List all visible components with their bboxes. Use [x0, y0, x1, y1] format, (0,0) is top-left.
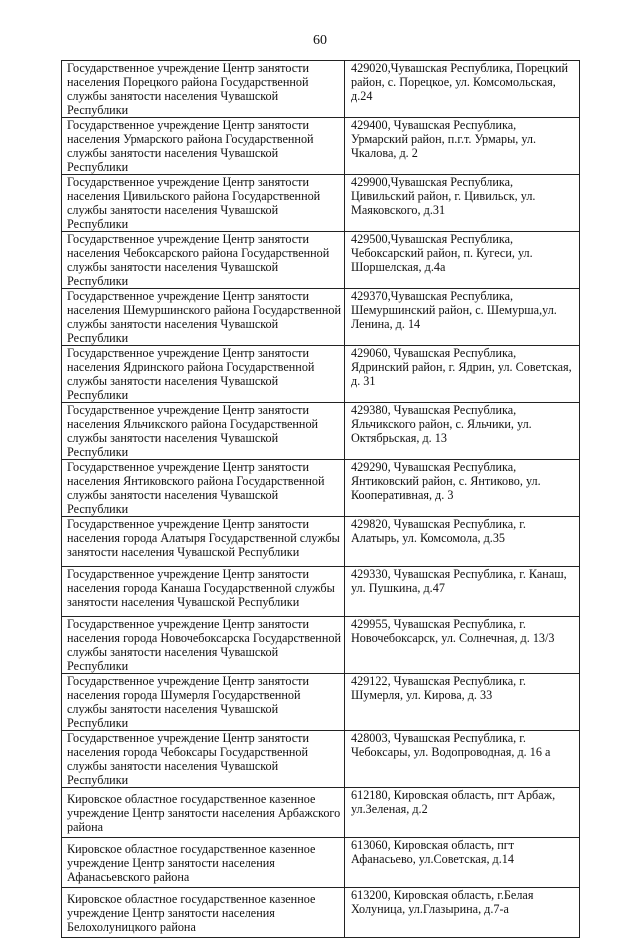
address-cell: 429290, Чувашская Республика, Янтиковский район, с. Янтиково, ул. Кооперативная, д. 3	[345, 460, 580, 517]
page-number: 60	[313, 33, 327, 48]
address-cell: 612180, Кировская область, пгт Арбаж, ул.Зеленая, д.2	[345, 788, 580, 838]
address-cell: 429370,Чувашская Республика, Шемуршинский район, с. Шемурша,ул. Ленина, д. 14	[345, 289, 580, 346]
employment-centers-table	[61, 60, 580, 938]
address-cell: 613200, Кировская область, г.Белая Холуница, ул.Глазырина, д.7-а	[345, 888, 580, 938]
address-cell: 429955, Чувашская Республика, г. Новочебоксарск, ул. Солнечная, д. 13/3	[345, 617, 580, 674]
organization-name-cell: Кировское областное государственное казенное учреждение Центр занятости населения Арбажского района	[62, 788, 345, 838]
table-row	[62, 175, 580, 232]
organization-name-cell: Государственное учреждение Центр занятости населения Порецкого района Государственной службы занятости населения Чувашской Республики	[62, 61, 345, 118]
organization-name-cell: Государственное учреждение Центр занятости населения города Чебоксары Государственной службы занятости населения Чувашской Республики	[62, 731, 345, 788]
table-row	[62, 617, 580, 674]
table-row	[62, 346, 580, 403]
organization-name-cell: Государственное учреждение Центр занятости населения города Канаша Государственной службы занятости населения Чувашской Республики	[62, 567, 345, 617]
address-cell: 613060, Кировская область, пгт Афанасьево, ул.Советская, д.14	[345, 838, 580, 888]
table-row	[62, 232, 580, 289]
organization-name-cell: Государственное учреждение Центр занятости населения города Шумерля Государственной службы занятости населения Чувашской Республики	[62, 674, 345, 731]
organization-name-cell: Государственное учреждение Центр занятости населения Шемуршинского района Государственной службы занятости населения Чувашской Республики	[62, 289, 345, 346]
table-row	[62, 838, 580, 888]
organization-name-cell: Государственное учреждение Центр занятости населения города Алатыря Государственной службы занятости населения Чувашской Республики	[62, 517, 345, 567]
table-row	[62, 731, 580, 788]
table-row	[62, 118, 580, 175]
address-cell: 429500,Чувашская Республика, Чебоксарский район, п. Кугеси, ул. Шоршелская, д.4а	[345, 232, 580, 289]
table-row	[62, 567, 580, 617]
organization-name-cell: Кировское областное государственное казенное учреждение Центр занятости населения Афанасьевского района	[62, 838, 345, 888]
address-cell: 429820, Чувашская Республика, г. Алатырь, ул. Комсомола, д.35	[345, 517, 580, 567]
organization-name-cell: Государственное учреждение Центр занятости населения Янтиковского района Государственной службы занятости населения Чувашской Республики	[62, 460, 345, 517]
table-row	[62, 888, 580, 938]
address-cell: 428003, Чувашская Республика, г. Чебоксары, ул. Водопроводная, д. 16 а	[345, 731, 580, 788]
table-row	[62, 460, 580, 517]
table-row	[62, 289, 580, 346]
address-cell: 429122, Чувашская Республика, г. Шумерля, ул. Кирова, д. 33	[345, 674, 580, 731]
organization-name-cell: Государственное учреждение Центр занятости населения города Новочебоксарска Государственной службы занятости населения Чувашской Республики	[62, 617, 345, 674]
table-row	[62, 61, 580, 118]
organization-name-cell: Государственное учреждение Центр занятости населения Урмарского района Государственной службы занятости населения Чувашской Республики	[62, 118, 345, 175]
address-cell: 429380, Чувашская Республика, Яльчикского район, с. Яльчики, ул. Октябрьская, д. 13	[345, 403, 580, 460]
organization-name-cell: Кировское областное государственное казенное учреждение Центр занятости населения Белохолуницкого района	[62, 888, 345, 938]
address-cell: 429020,Чувашская Республика, Порецкий район, с. Порецкое, ул. Комсомольская, д.24	[345, 61, 580, 118]
address-cell: 429060, Чувашская Республика, Ядринский район, г. Ядрин, ул. Советская, д. 31	[345, 346, 580, 403]
table-row	[62, 674, 580, 731]
address-cell: 429400, Чувашская Республика, Урмарский район, п.г.т. Урмары, ул. Чкалова, д. 2	[345, 118, 580, 175]
table-row	[62, 403, 580, 460]
organization-name-cell: Государственное учреждение Центр занятости населения Ядринского района Государственной службы занятости населения Чувашской Республики	[62, 346, 345, 403]
address-cell: 429900,Чувашская Республика, Цивильский район, г. Цивильск, ул. Маяковского, д.31	[345, 175, 580, 232]
organization-name-cell: Государственное учреждение Центр занятости населения Чебоксарского района Государственной службы занятости населения Чувашской Республики	[62, 232, 345, 289]
organization-name-cell: Государственное учреждение Центр занятости населения Яльчикского района Государственной службы занятости населения Чувашской Республики	[62, 403, 345, 460]
organization-name-cell: Государственное учреждение Центр занятости населения Цивильского района Государственной службы занятости населения Чувашской Республики	[62, 175, 345, 232]
table-row	[62, 788, 580, 838]
table-row	[62, 517, 580, 567]
address-cell: 429330, Чувашская Республика, г. Канаш, ул. Пушкина, д.47	[345, 567, 580, 617]
